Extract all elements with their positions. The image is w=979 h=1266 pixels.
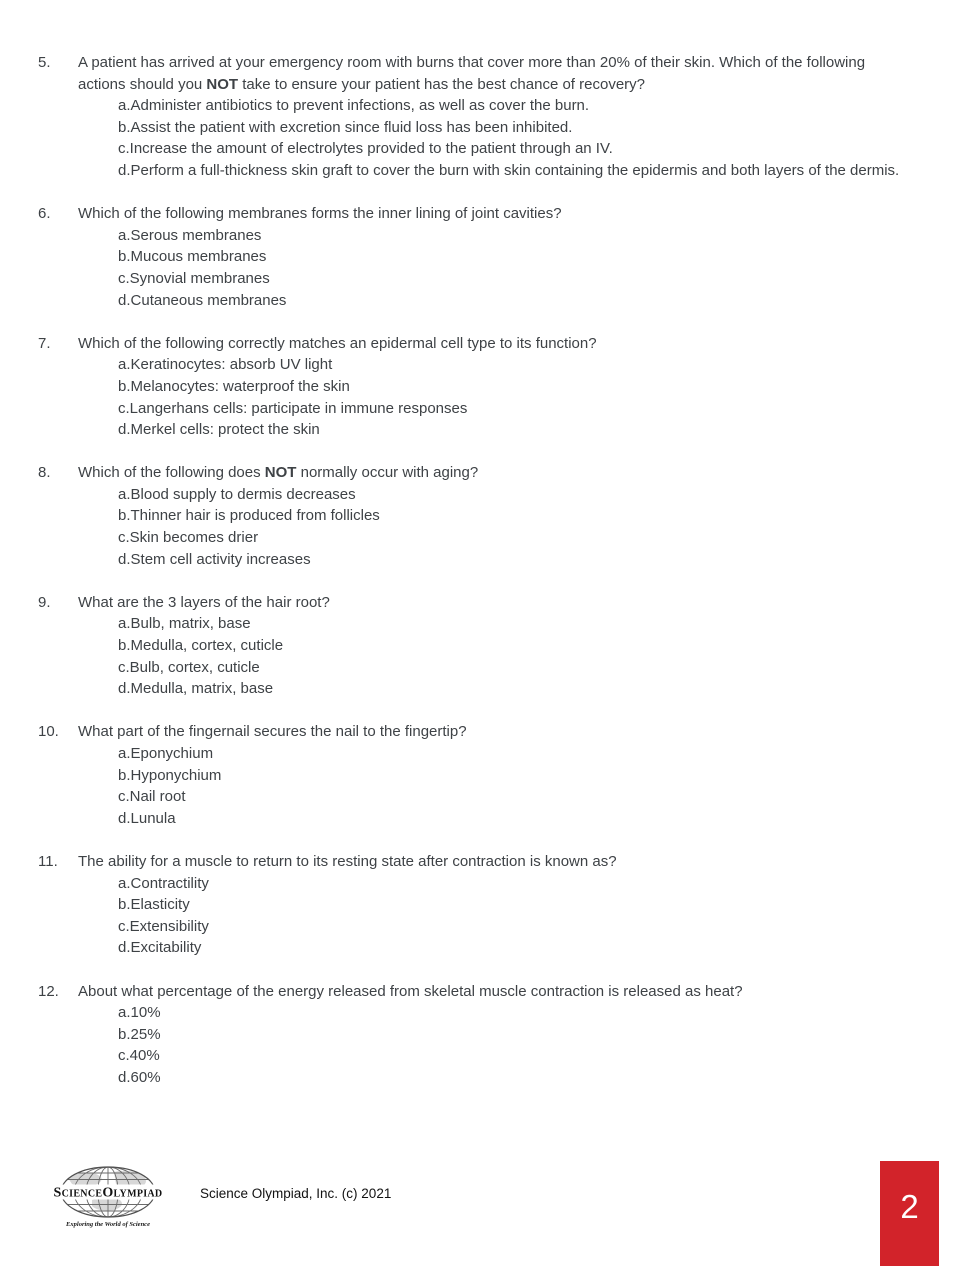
option-row — [118, 657, 910, 679]
question-text: What part of the fingernail secures the nail to the fingertip? — [78, 723, 467, 741]
option-letter: d. — [118, 809, 131, 827]
question-number: 9. — [38, 593, 51, 611]
option-text: Increase the amount of electrolytes provided to the patient through an IV. — [129, 140, 613, 158]
option-letter: a. — [118, 485, 131, 503]
options-list — [118, 225, 910, 311]
option-row — [118, 527, 910, 549]
option-letter: c. — [118, 140, 130, 158]
option-row — [118, 354, 910, 376]
option-text: Medulla, cortex, cuticle — [130, 637, 284, 655]
option-letter: b. — [118, 118, 131, 136]
question-block — [0, 333, 979, 441]
option-letter: c. — [118, 529, 130, 547]
option-text: 25% — [130, 1025, 161, 1043]
options-list — [118, 613, 910, 699]
question-number: 8. — [38, 464, 51, 482]
option-text: Assist the patient with excretion since fluid loss has been inhibited. — [130, 118, 573, 136]
option-text: Merkel cells: protect the skin — [130, 421, 320, 439]
option-letter: a. — [118, 1004, 131, 1022]
option-row — [118, 246, 910, 268]
logo-title: ScienceOlympiad — [53, 1185, 163, 1201]
option-letter: d. — [118, 421, 131, 439]
option-row — [118, 1067, 910, 1089]
question-text: What are the 3 layers of the hair root? — [78, 593, 330, 611]
option-letter: a. — [118, 356, 131, 374]
option-text: Stem cell activity increases — [130, 550, 311, 568]
question-block — [0, 851, 979, 959]
question-number: 5. — [38, 54, 51, 71]
question-number: 7. — [38, 334, 51, 352]
option-text: Eponychium — [130, 745, 214, 762]
option-text: Nail root — [129, 788, 186, 806]
option-text: Keratinocytes: absorb UV light — [130, 356, 333, 374]
option-letter: a. — [118, 226, 131, 244]
option-text: 60% — [130, 1068, 161, 1086]
question-number: 10. — [38, 723, 59, 741]
option-letter: b. — [118, 766, 131, 784]
option-letter: a. — [118, 745, 131, 762]
option-text: Perform a full-thickness skin graft to cover the burn with skin containing the epidermis and both layers of the dermis. — [130, 161, 900, 179]
question-text: About what percentage of the energy released from skeletal muscle contraction is released as heat? — [78, 982, 743, 1000]
option-text: Extensibility — [129, 917, 209, 935]
logo-tagline: Exploring the World of Science — [66, 1221, 150, 1228]
option-text: Cutaneous membranes — [130, 291, 287, 309]
option-row — [118, 419, 910, 441]
option-row — [118, 505, 910, 527]
option-row — [118, 635, 910, 657]
option-row — [118, 765, 910, 787]
question-number: 11. — [38, 852, 58, 870]
option-text: 10% — [130, 1004, 161, 1022]
option-letter: b. — [118, 377, 131, 395]
option-text: Excitability — [130, 939, 202, 957]
question-text-bold: NOT — [264, 464, 297, 482]
option-text: Medulla, matrix, base — [130, 680, 274, 698]
option-row — [118, 678, 910, 700]
option-row — [118, 95, 910, 117]
option-row — [118, 398, 910, 420]
option-letter: c. — [118, 1047, 130, 1065]
option-row — [118, 786, 910, 808]
options-list — [118, 354, 910, 440]
option-row — [118, 1045, 910, 1067]
option-row — [118, 160, 910, 182]
page-number: 2 — [900, 1188, 919, 1225]
question-block — [0, 203, 979, 311]
question-block — [0, 721, 979, 829]
option-letter: c. — [118, 399, 130, 417]
option-row — [118, 549, 910, 571]
option-letter: b. — [118, 896, 131, 914]
question-list — [0, 52, 979, 1110]
option-text: Synovial membranes — [129, 269, 270, 287]
option-letter: b. — [118, 248, 131, 266]
question-text: Which of the following correctly matches an epidermal cell type to its function? — [78, 334, 597, 352]
question-block — [0, 981, 979, 1089]
option-row — [118, 808, 910, 830]
option-letter: b. — [118, 637, 131, 655]
option-letter: d. — [118, 161, 131, 179]
option-row — [118, 1002, 910, 1024]
option-text: Hyponychium — [130, 766, 222, 784]
option-text: Langerhans cells: participate in immune responses — [129, 399, 468, 417]
option-row — [118, 268, 910, 290]
question-number: 12. — [38, 982, 59, 1000]
option-letter: c. — [118, 269, 130, 287]
options-list — [118, 95, 910, 181]
option-letter: d. — [118, 1068, 131, 1086]
option-row — [118, 916, 910, 938]
option-row — [118, 376, 910, 398]
question-block — [0, 592, 979, 700]
option-row — [118, 613, 910, 635]
options-list — [118, 1002, 910, 1088]
option-letter: c. — [118, 917, 130, 935]
option-row — [118, 138, 910, 160]
option-letter: d. — [118, 680, 131, 698]
science-olympiad-logo — [48, 1162, 168, 1230]
option-letter: d. — [118, 939, 131, 957]
question-block — [0, 462, 979, 570]
question-number: 6. — [38, 205, 51, 223]
question-text: The ability for a muscle to return to its resting state after contraction is known as? — [78, 852, 617, 870]
option-row — [118, 1024, 910, 1046]
question-text-bold: NOT — [206, 75, 239, 93]
option-row — [118, 117, 910, 139]
option-letter: a. — [118, 97, 131, 115]
option-text: Skin becomes drier — [129, 529, 259, 547]
option-row — [118, 484, 910, 506]
option-letter: b. — [118, 1025, 131, 1043]
option-text: Serous membranes — [130, 226, 262, 244]
option-letter: d. — [118, 291, 131, 309]
option-text: Bulb, cortex, cuticle — [129, 658, 260, 676]
option-text: Melanocytes: waterproof the skin — [130, 377, 350, 395]
option-letter: c. — [118, 658, 130, 676]
options-list — [118, 484, 910, 570]
option-text: Bulb, matrix, base — [130, 615, 251, 633]
options-list — [118, 743, 910, 829]
question-text: Which of the following does NOT normally occur with aging? — [78, 464, 479, 482]
option-text: Administer antibiotics to prevent infections, as well as cover the burn. — [130, 97, 590, 115]
option-text: 40% — [129, 1047, 160, 1065]
option-letter: d. — [118, 550, 131, 568]
question-text: A patient has arrived at your emergency room with burns that cover more than 20% of their skin. Which of the following actions should you NOT take to ensure your patient has the best chance of recovery? — [78, 54, 866, 93]
option-row — [118, 743, 910, 765]
option-row — [118, 290, 910, 312]
option-text: Elasticity — [130, 896, 190, 914]
option-letter: b. — [118, 507, 131, 525]
option-text: Blood supply to dermis decreases — [130, 485, 356, 503]
option-row — [118, 225, 910, 247]
option-text: Contractility — [130, 874, 209, 892]
option-row — [118, 894, 910, 916]
question-block — [0, 52, 979, 182]
option-row — [118, 937, 910, 959]
option-letter: a. — [118, 874, 131, 892]
option-letter: a. — [118, 615, 131, 633]
page-number-block — [880, 1161, 939, 1266]
question-text: Which of the following membranes forms the inner lining of joint cavities? — [78, 205, 562, 223]
option-text: Lunula — [130, 809, 176, 827]
option-row — [118, 873, 910, 895]
copyright-text: Science Olympiad, Inc. (c) 2021 — [200, 1186, 392, 1201]
option-text: Mucous membranes — [130, 248, 267, 266]
option-text: Thinner hair is produced from follicles — [130, 507, 380, 525]
options-list — [118, 873, 910, 959]
option-letter: c. — [118, 788, 130, 806]
